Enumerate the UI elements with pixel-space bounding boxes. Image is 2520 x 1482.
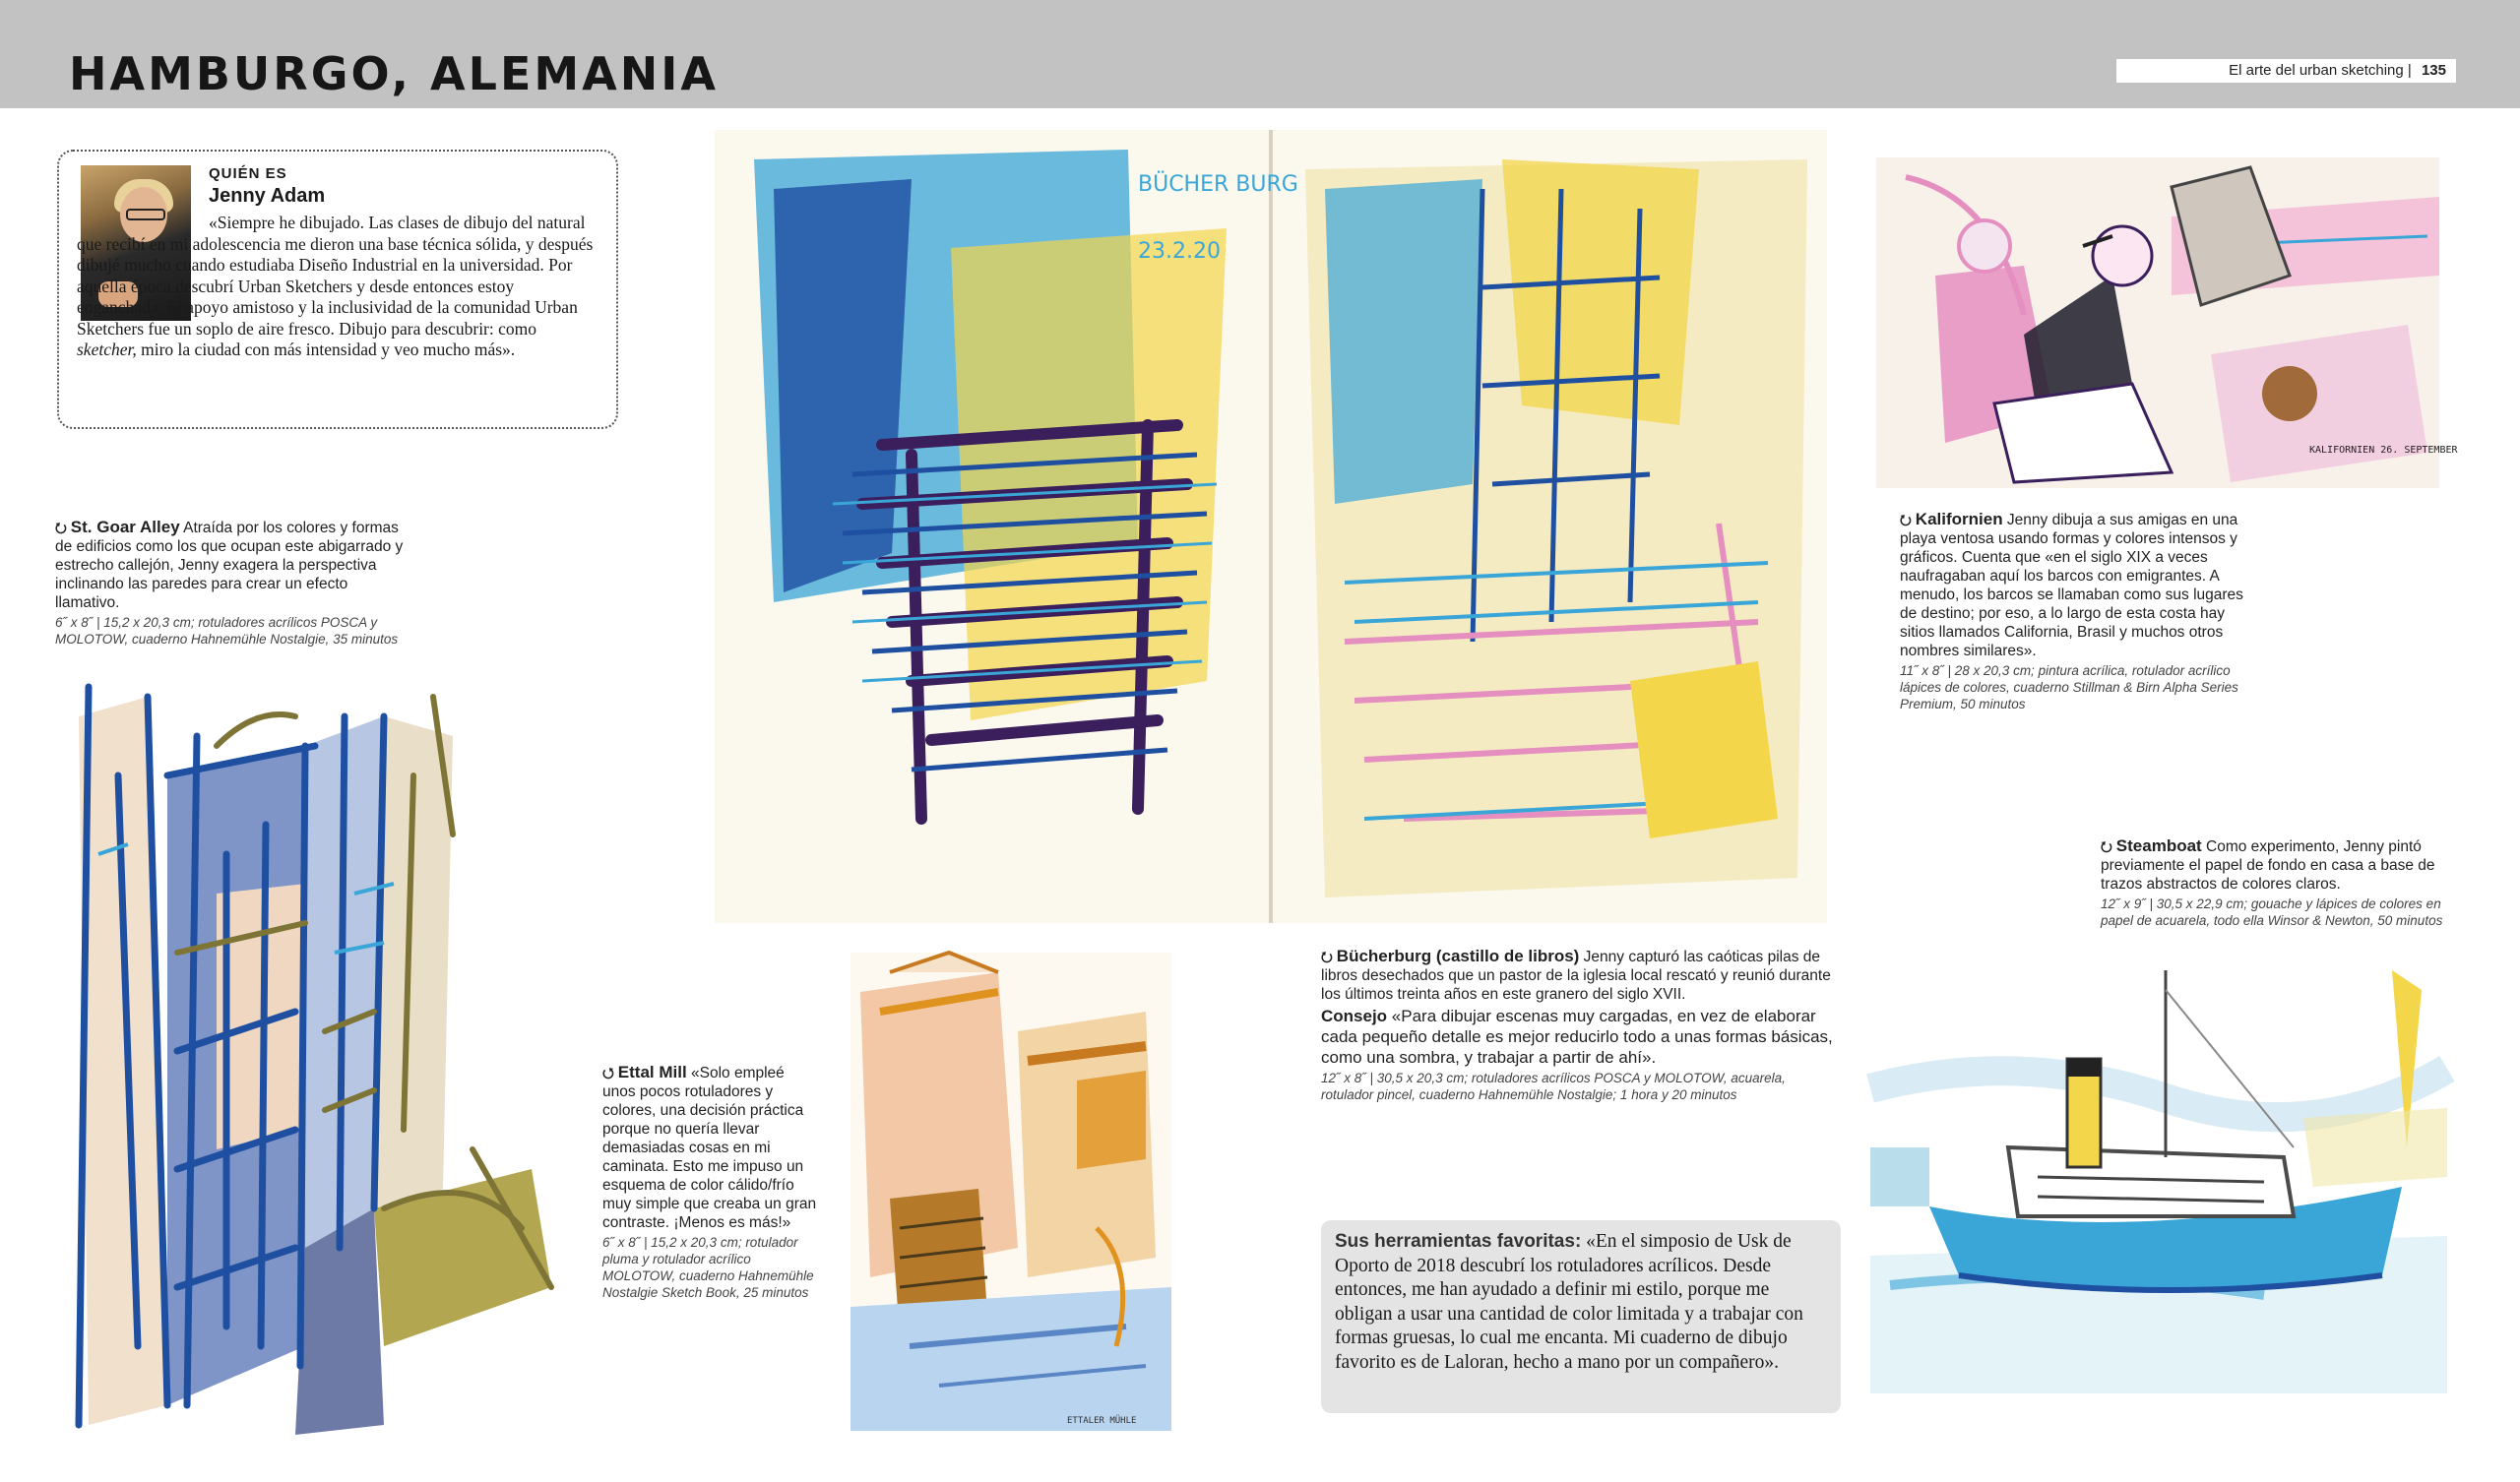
favorite-tools-box — [1321, 1220, 1841, 1413]
sketch-label-kalifornien: KALIFORNIEN 26. SEPTEMBER — [2309, 445, 2458, 456]
sketch-st-goar-alley — [59, 657, 591, 1435]
caption-title: St. Goar Alley — [70, 518, 180, 536]
caption-marker-icon: ⭮ — [2101, 838, 2112, 854]
bio-quote-emphasis: sketcher, — [77, 340, 137, 359]
caption-st-goar — [55, 518, 410, 648]
caption-text: Jenny dibuja a sus amigas en una playa ventosa usando formas y colores intensos y gráficos. Cuenta que «en el siglo XIX a veces naufragaban aquí los barcos con emigrantes. A menudo, los barcos se llamaban como sus lugares de destino; por eso, a lo largo de esta costa hay sitios llamados California, Brasil y muchos otros nombres similares». — [1900, 512, 2243, 659]
sketch-ettal-mill — [850, 953, 1171, 1431]
caption-text: Atraída por los colores y formas de edificios como los que ocupan este abigarrado y estrecho callejón, Jenny exagera la perspectiva inclinando las paredes para crear un efecto llamativo. — [55, 520, 404, 611]
caption-title: Bücherburg (castillo de libros) — [1336, 947, 1580, 965]
consejo-tip — [1321, 1006, 1833, 1068]
bio-quote-part-1: «Siempre he dibujado. Las clases de dibujo del natural que recibí en mi adolescencia me dieron una base técnica sólida, y después dibujé mucho cuando estudiaba Diseño Industrial en la universidad. Por aquella época descubrí Urban Sketchers y desde entonces estoy enganchada. El apoyo amistoso y la inclusividad de la comunidad Urban Sketchers fue un soplo de aire fresco. Dibujo para descubrir: como — [77, 213, 594, 339]
caption-spec: 11˝ x 8˝ | 28 x 20,3 cm; pintura acrílica, rotulador acrílico lápices de colores, cuaderno Stillman & Birn Alpha Series Premium, 50 minutos — [1900, 663, 2238, 711]
favorite-tools-title: Sus herramientas favoritas: — [1335, 1231, 1582, 1252]
sketch-label-ettal: ETTALER MÜHLE — [1067, 1416, 1137, 1426]
consejo-text: «Para dibujar escenas muy cargadas, en vez de elaborar cada pequeño detalle es mejor reducirlo todo a unas formas básicas, como una sombra, y trabajar a partir de ahí». — [1321, 1007, 1833, 1067]
artist-name: Jenny Adam — [209, 185, 326, 207]
caption-text: «Solo empleé unos pocos rotuladores y colores, una decisión práctica porque no quería llevar demasiadas cosas en mi caminata. Esto me impuso un esquema de color cálido/frío muy simple que creaba un gran contraste. ¡Menos es más!» — [602, 1065, 817, 1231]
consejo-title: Consejo — [1321, 1007, 1388, 1025]
sketch-kalifornien — [1876, 157, 2458, 488]
sketch-bucherburg — [715, 130, 1827, 923]
caption-bucherburg — [1321, 947, 1833, 1103]
caption-spec: 12˝ x 9˝ | 30,5 x 22,9 cm; gouache y lápices de colores en papel de acuarela, todo ella Winsor & Newton, 50 minutos — [2101, 896, 2443, 928]
book-title: El arte del urban sketching — [2229, 62, 2404, 79]
caption-kalifornien — [1900, 510, 2259, 712]
sketch-label-bucherburg-date: 23.2.20 — [1138, 239, 1221, 264]
caption-text: Como experimento, Jenny pintó previamente el papel de fondo en casa a base de trazos abstractos de colores claros. — [2101, 838, 2435, 893]
bio-quote — [77, 213, 600, 361]
page-title: HAMBURGO, ALEMANIA — [69, 47, 719, 100]
running-head: El arte del urban sketching | 135 — [2116, 59, 2456, 83]
sketch-label-bucherburg: BÜCHER BURG — [1138, 172, 1298, 197]
caption-spec: 6˝ x 8˝ | 15,2 x 20,3 cm; rotuladores acrílicos POSCA y MOLOTOW, cuaderno Hahnemühle Nostalgie, 35 minutos — [55, 615, 399, 647]
caption-marker-icon: ⭮ — [1321, 949, 1333, 964]
caption-marker-icon: ⭮ — [55, 520, 67, 535]
page-number: 135 — [2421, 62, 2446, 79]
caption-spec: 6˝ x 8˝ | 15,2 x 20,3 cm; rotulador pluma y rotulador acrílico MOLOTOW, cuaderno Hahnemühle Nostalgie Sketch Book, 25 minutos — [602, 1235, 814, 1300]
caption-marker-icon: ⭯ — [602, 1065, 614, 1081]
sketch-steamboat — [1870, 951, 2447, 1393]
page-header — [0, 0, 2520, 108]
caption-steamboat — [2101, 836, 2455, 929]
caption-title: Steamboat — [2115, 836, 2202, 855]
caption-text: Jenny capturó las caóticas pilas de libros desechados que un pastor de la iglesia local rescató y reunió durante los últimos treinta años en este granero del siglo XVII. — [1321, 949, 1831, 1003]
caption-title: Ettal Mill — [617, 1063, 687, 1081]
bio-quote-part-2: miro la ciudad con más intensidad y veo mucho más». — [136, 340, 516, 359]
favorite-tools-text: «En el simposio de Usk de Oporto de 2018 descubrí los rotuladores acrílicos. Desde entonces, me han ayudado a definir mi estilo, porque me obligan a usar una cantidad de color limitada y a trabajar con formas gruesas, lo cual me encanta. Mi cuaderno de dibujo favorito es de Laloran, hecho a mano por un compañero». — [1335, 1231, 1803, 1373]
caption-ettal-mill — [602, 1063, 819, 1301]
artist-bio-box — [57, 150, 618, 429]
caption-spec: 12˝ x 8˝ | 30,5 x 20,3 cm; rotuladores acrílicos POSCA y MOLOTOW, acuarela, rotulador pincel, cuaderno Hahnemühle Nostalgie; 1 hora y 20 minutos — [1321, 1071, 1786, 1102]
bio-kicker: QUIÉN ES — [209, 165, 287, 182]
caption-title: Kalifornien — [1915, 510, 2003, 528]
caption-marker-icon: ⭮ — [1900, 512, 1912, 527]
